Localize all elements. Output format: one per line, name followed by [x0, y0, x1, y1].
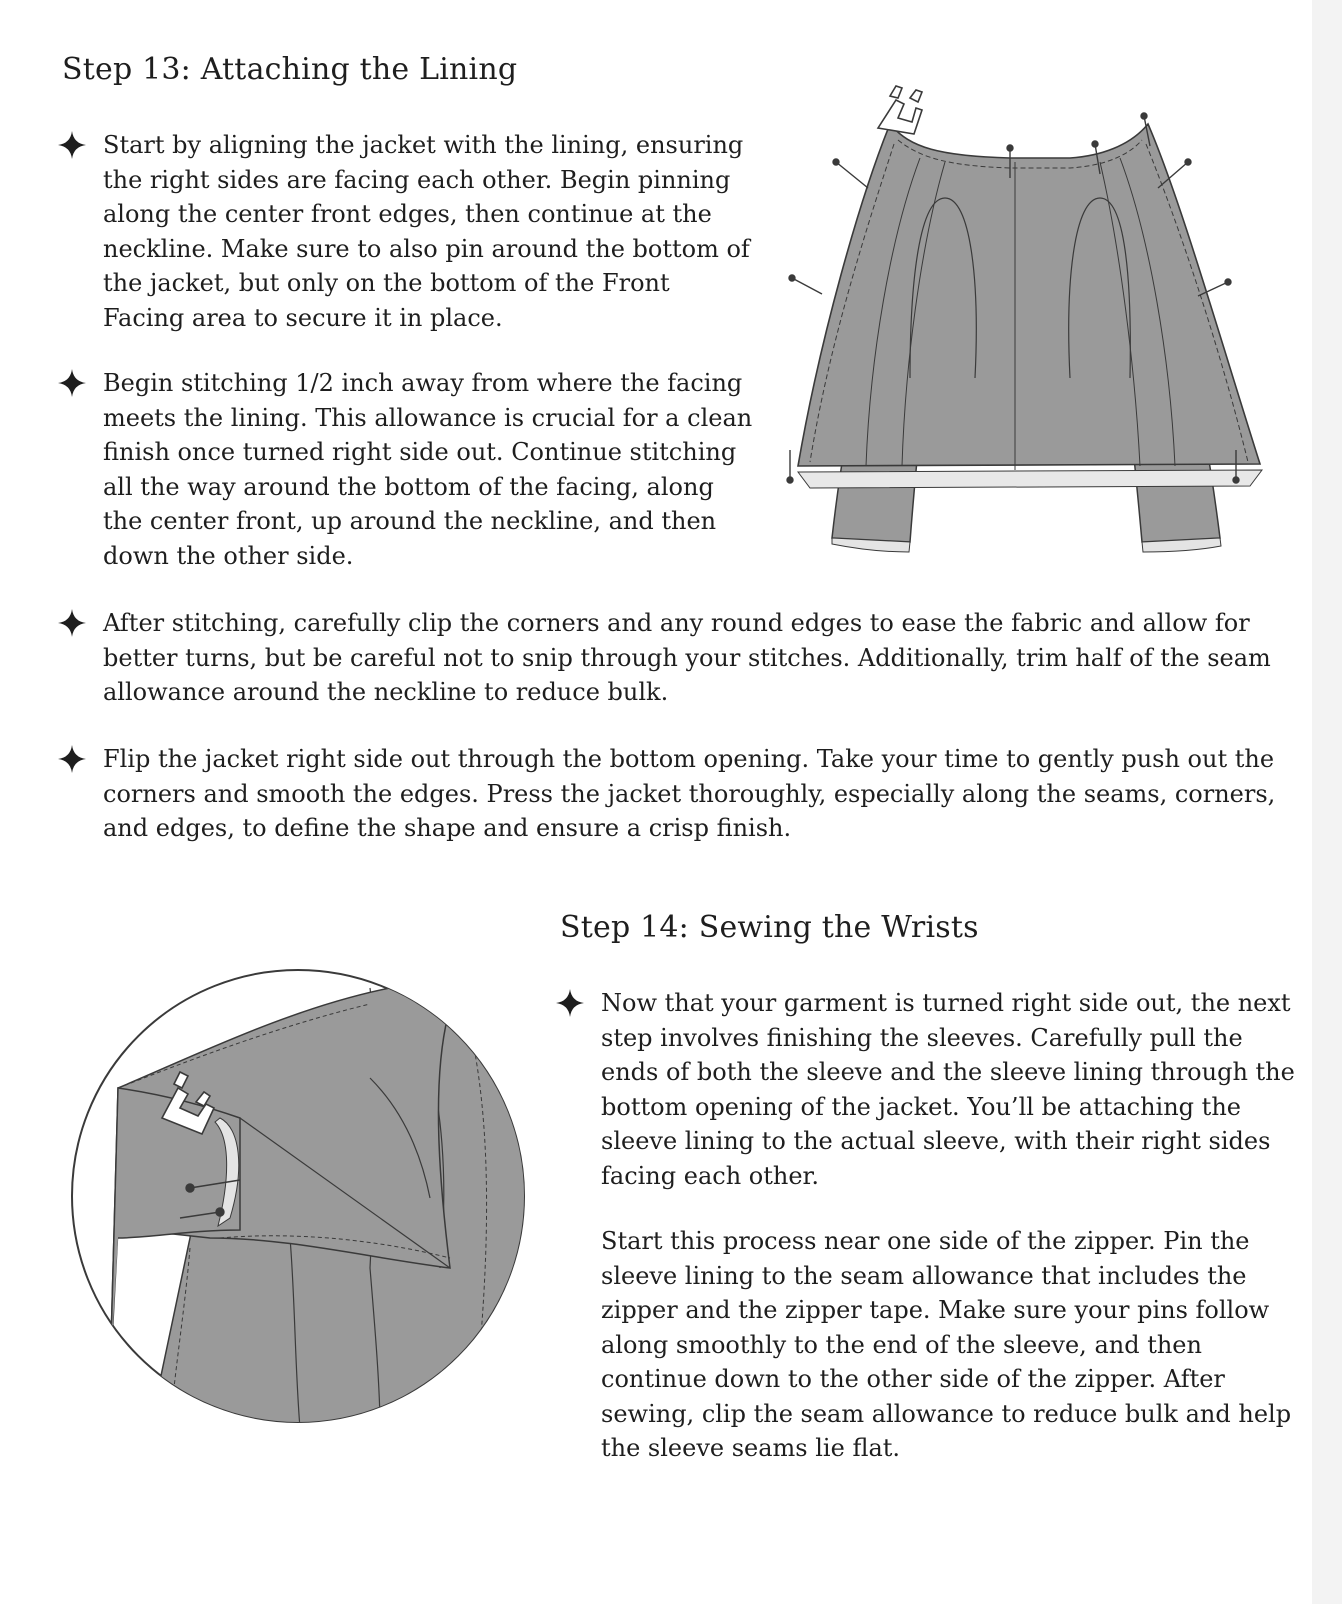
- four-point-star-icon: [57, 608, 87, 638]
- step13-bullet-3: [57, 606, 1297, 710]
- step13-bullet-4: [57, 742, 1297, 846]
- four-point-star-icon: [57, 368, 87, 398]
- sleeve-wrist-illustration: [70, 968, 530, 1428]
- step13-bullet-2: [57, 366, 757, 573]
- four-point-star-icon: [555, 988, 585, 1018]
- four-point-star-icon: [57, 130, 87, 160]
- four-point-star-icon: [57, 744, 87, 774]
- step13-title: Step 13: Attaching the Lining: [62, 52, 518, 87]
- step14-title: Step 14: Sewing the Wrists: [560, 910, 979, 945]
- step14-paragraph: Start this process near one side of the zipper. Pin the sleeve lining to the seam allowance that includes the zipper and the zipper tape. Make sure your pins follow along smoothly to the end of the sleeve, and then continue down to the other side of the zipper. After sewing, clip the seam allowance to reduce bulk and help the sleeve seams lie flat.: [601, 1227, 1292, 1462]
- step13-bullet-1: [57, 128, 757, 335]
- jacket-lining-illustration: [770, 78, 1290, 558]
- presser-foot-icon: [878, 86, 922, 134]
- step14-bullet-1: [555, 986, 1295, 1193]
- step13-bullet-3-text: After stitching, carefully clip the corners and any round edges to ease the fabric and allow for better turns, but be careful not to snip through your stitches. Additionally, trim half of the seam allowance around the neckline to reduce bulk.: [103, 609, 1271, 706]
- step13-bullet-2-text: Begin stitching 1/2 inch away from where the facing meets the lining. This allowance is crucial for a clean finish once turned right side out. Continue stitching all the way around the bottom of the facing, along the center front, up around the neckline, and then down the other side.: [103, 369, 753, 570]
- page-edge: [1312, 0, 1342, 1604]
- step14-bullet-1-text: Now that your garment is turned right side out, the next step involves finishing the sleeves. Carefully pull the ends of both the sleeve and the sleeve lining through the bottom opening of the jacket. You’ll be attaching the sleeve lining to the actual sleeve, with their right sides facing each other.: [601, 989, 1295, 1190]
- step13-bullet-1-text: Start by aligning the jacket with the lining, ensuring the right sides are facing each other. Begin pinning along the center front edges, then continue at the neckline. Make sure to also pin around the bottom of the jacket, but only on the bottom of the Front Facing area to secure it in place.: [103, 131, 750, 332]
- step13-bullet-4-text: Flip the jacket right side out through the bottom opening. Take your time to gently push out the corners and smooth the edges. Press the jacket thoroughly, especially along the seams, corners, and edges, to define the shape and ensure a crisp finish.: [103, 745, 1276, 842]
